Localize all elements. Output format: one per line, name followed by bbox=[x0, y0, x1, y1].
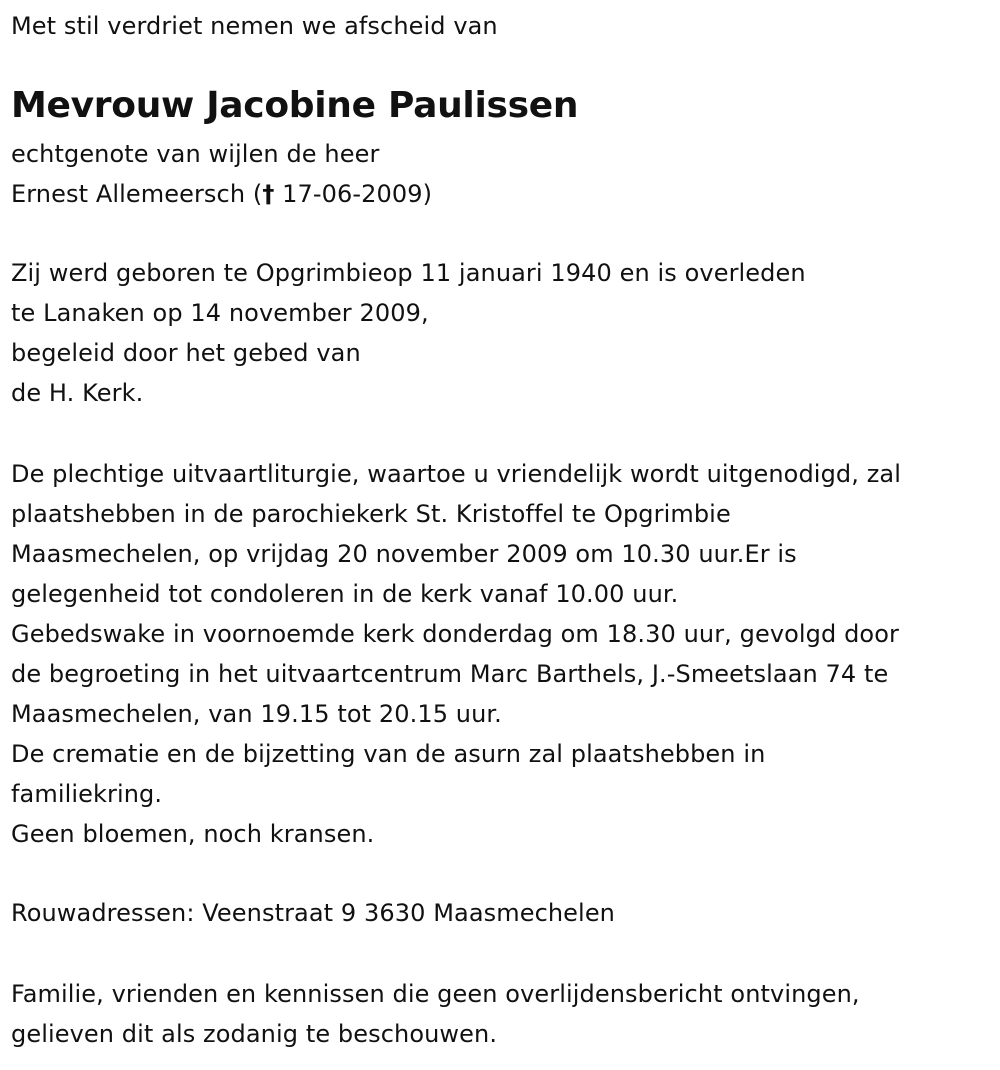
birth-death-line: Zij werd geboren te Opgrimbieop 11 januari 1940 en is overleden bbox=[11, 259, 806, 287]
funeral-line: gelegenheid tot condoleren in de kerk vanaf 10.00 uur. bbox=[11, 580, 679, 608]
family-notice-line: gelieven dit als zodanig te beschouwen. bbox=[11, 1020, 498, 1048]
mourning-address: Rouwadressen: Veenstraat 9 3630 Maasmechelen bbox=[11, 899, 615, 927]
cross-icon: † bbox=[262, 180, 275, 208]
funeral-line: Maasmechelen, op vrijdag 20 november 2009 om 10.30 uur.Er is bbox=[11, 540, 797, 568]
family-notice-line: Familie, vrienden en kennissen die geen overlijdensbericht ontvingen, bbox=[11, 980, 860, 1008]
birth-death-line: de H. Kerk. bbox=[11, 379, 144, 407]
birth-death-line: te Lanaken op 14 november 2009, bbox=[11, 299, 429, 327]
funeral-line: De plechtige uitvaartliturgie, waartoe u vriendelijk wordt uitgenodigd, zal bbox=[11, 460, 901, 488]
funeral-details-block bbox=[11, 454, 901, 854]
funeral-line: familiekring. bbox=[11, 780, 163, 808]
funeral-line: Maasmechelen, van 19.15 tot 20.15 uur. bbox=[11, 700, 502, 728]
spouse-line-2 bbox=[11, 174, 432, 214]
spouse-name: Ernest Allemeersch ( bbox=[11, 180, 263, 208]
spouse-block bbox=[11, 134, 432, 214]
intro-text: Met stil verdriet nemen we afscheid van bbox=[11, 12, 498, 40]
funeral-line: plaatshebben in de parochiekerk St. Kristoffel te Opgrimbie bbox=[11, 500, 731, 528]
funeral-line: Gebedswake in voornoemde kerk donderdag om 18.30 uur, gevolgd door bbox=[11, 620, 899, 648]
family-notice-block bbox=[11, 974, 860, 1054]
deceased-name: Mevrouw Jacobine Paulissen bbox=[11, 85, 579, 126]
birth-death-block bbox=[11, 253, 806, 413]
funeral-line: De crematie en de bijzetting van de asurn zal plaatshebben in bbox=[11, 740, 766, 768]
funeral-line: Geen bloemen, noch kransen. bbox=[11, 820, 375, 848]
spouse-line-1: echtgenote van wijlen de heer bbox=[11, 140, 380, 168]
mourning-address-block bbox=[11, 893, 615, 933]
spouse-death-date: 17-06-2009) bbox=[274, 180, 433, 208]
birth-death-line: begeleid door het gebed van bbox=[11, 339, 361, 367]
funeral-line: de begroeting in het uitvaartcentrum Marc Barthels, J.-Smeetslaan 74 te bbox=[11, 660, 889, 688]
